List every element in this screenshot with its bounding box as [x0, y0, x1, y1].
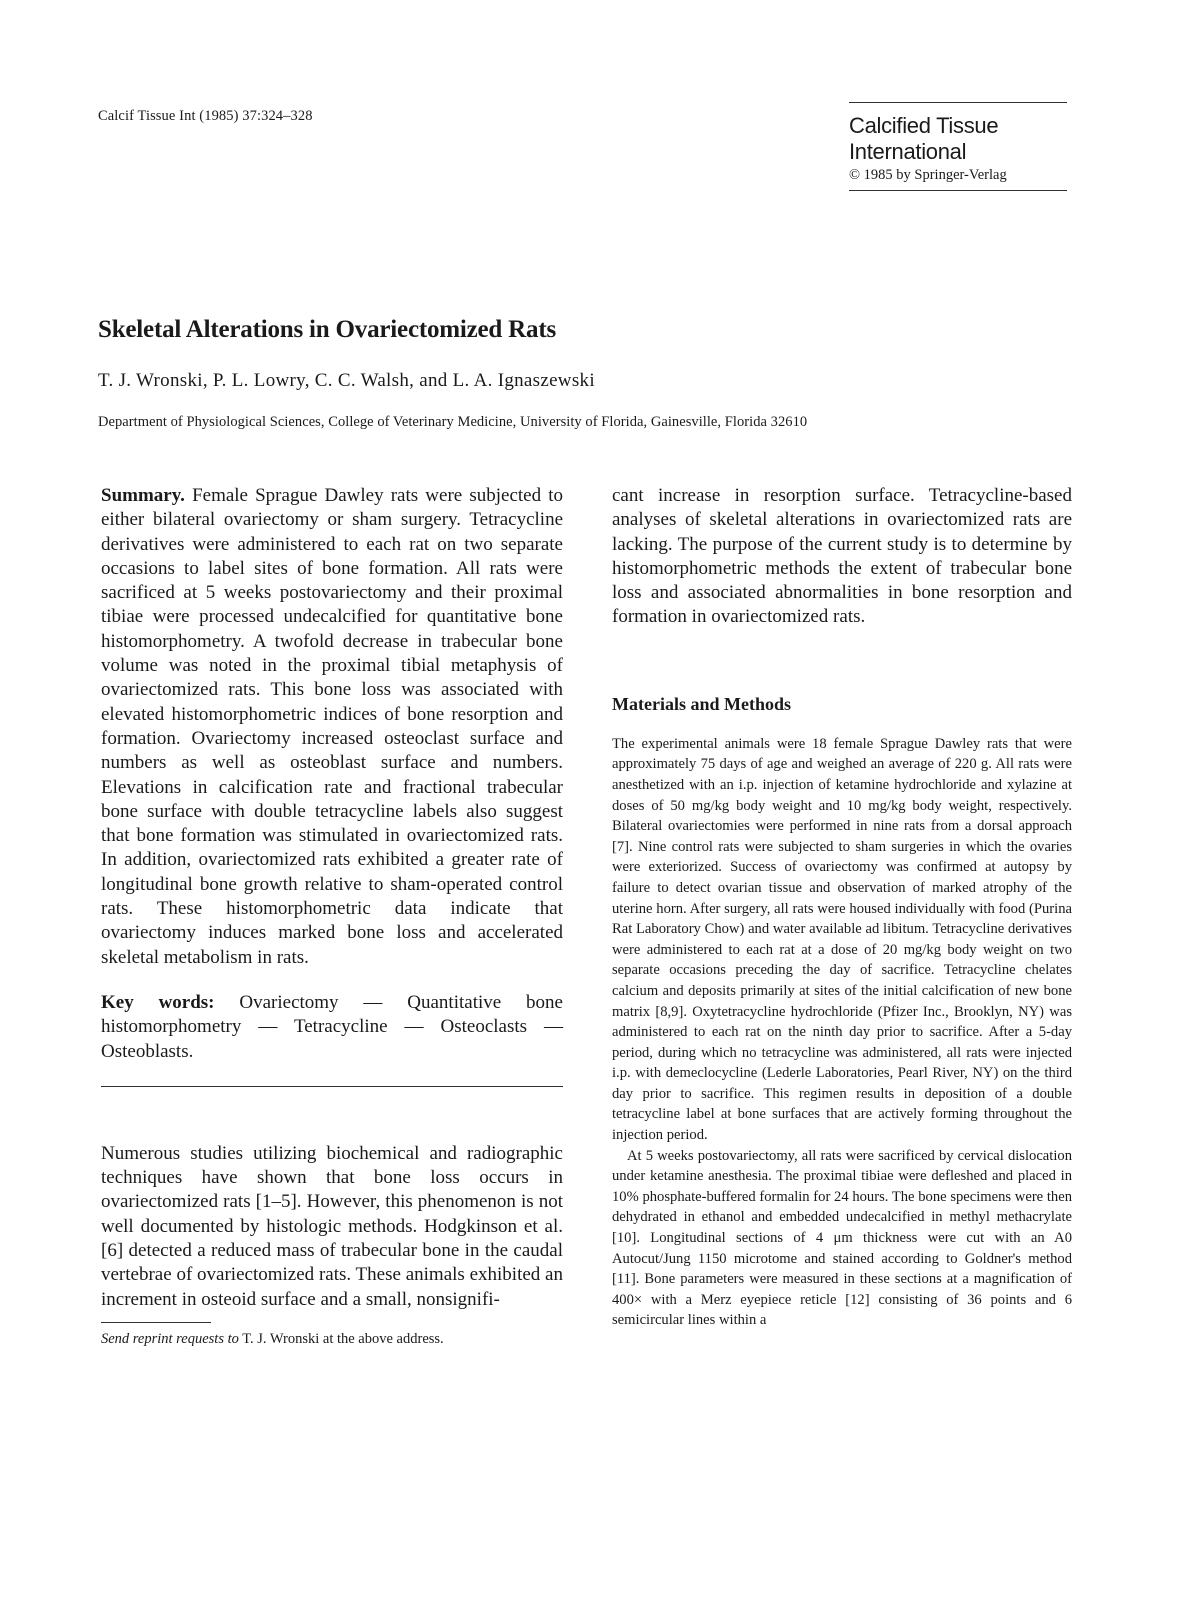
article-title: Skeletal Alterations in Ovariectomized Rats	[98, 316, 556, 343]
right-column	[612, 484, 1072, 1331]
keywords-label: Key words:	[101, 991, 215, 1013]
methods-heading: Materials and Methods	[612, 693, 791, 714]
journal-masthead	[849, 102, 1067, 191]
abstract-divider	[101, 1086, 563, 1087]
masthead-top-rule	[849, 102, 1067, 103]
methods-paragraph-1: The experimental animals were 18 female Sprague Dawley rats that were approximately 75 days of age and weighed an average of 220 g. All rats were anesthetized with an i.p. injection of ketamine hydrochloride and xylazine at doses of 50 mg/kg body weight and 10 mg/kg body weight, respectively. Bilateral ovariectomies were performed in nine rats from a dorsal approach [7]. Nine control rats were subjected to sham surgeries in which the ovaries were exteriorized. Success of ovariectomy was confirmed at autopsy by failure to detect ovarian tissue and observation of marked atrophy of the uterine horn. After surgery, all rats were housed individually with food (Purina Rat Laboratory Chow) and water available ad libitum. Tetracycline derivatives were administered to each rat at a dose of 20 mg/kg body weight on two separate occasions preceding the day of sacrifice. Tetracycline chelates calcium and deposits primarily at sites of the initial calcification of new bone matrix [8,9]. Oxytetracycline hydrochloride (Pfizer Inc., Brooklyn, NY) was administered to each rat on the ninth day prior to sacrifice. After a 5-day period, during which no tetracycline was administered, all rats were injected i.p. with demeclocycline (Lederle Laboratories, Pearl River, NY) on the third day prior to sacrifice. This regimen results in deposition of a double tetracycline label at bone surfaces that are actively forming throughout the injection period.	[612, 735, 1072, 1144]
introduction-paragraph-part2: cant increase in resorption surface. Tetracycline-based analyses of skeletal alterations in ovariectomized rats are lacking. The purpose of the current study is to determine by histomorphometric methods the extent of trabecular bone loss and associated abnormalities in bone resorption and formation in ovariectomized rats.	[612, 485, 1072, 628]
author-affiliation: Department of Physiological Sciences, College of Veterinary Medicine, University of Florida, Gainesville, Florida 32610	[98, 414, 808, 430]
methods-paragraph-2: At 5 weeks postovariectomy, all rats were sacrificed by cervical dislocation under ketamine anesthesia. The proximal tibiae were defleshed and placed in 10% phosphate-buffered formalin for 24 hours. The bone specimens were then dehydrated in ethanol and embedded undecalcified in methyl methacrylate [10]. Longitudinal sections of 4 μm thickness were cut with an A0 Autocut/Jung 1150 microtome and stained according to Goldner's method [11]. Bone parameters were measured in these sections at a magnification of 400× with a Merz eyepiece reticle [12] consisting of 36 points and 6 semicircular lines within a	[612, 1147, 1072, 1329]
keywords-text: Ovariectomy — Quantitative bone histomorphometry — Tetracycline — Osteoclasts — Osteoblasts.	[101, 991, 563, 1062]
journal-name-line1: Calcified Tissue	[849, 113, 999, 138]
journal-name-line2: International	[849, 139, 967, 164]
article-authors: T. J. Wronski, P. L. Lowry, C. C. Walsh, and L. A. Ignaszewski	[98, 370, 595, 391]
summary-text: Female Sprague Dawley rats were subjected to either bilateral ovariectomy or sham surgery. Tetracycline derivatives were administered to each rat on two separate occasions to label sites of bone formation. All rats were sacrificed at 5 weeks postovariectomy and their proximal tibiae were processed undecalcified for quantitative bone histomorphometry. A twofold decrease in trabecular bone volume was noted in the proximal tibial metaphysis of ovariectomized rats. This bone loss was associated with elevated histomorphometric indices of bone resorption and formation. Ovariectomy increased osteoclast surface and numbers as well as osteoblast surface and numbers. Elevations in calcification rate and fractional trabecular bone surface with double tetracycline labels also suggest that bone formation was stimulated in ovariectomized rats. In addition, ovariectomized rats exhibited a greater rate of longitudinal bone growth relative to sham-operated control rats. These histomorphometric data indicate that ovariectomy induces marked bone loss and accelerated skeletal metabolism in rats.	[101, 485, 563, 968]
summary-paragraph	[101, 484, 563, 970]
introduction-paragraph-part1: Numerous studies utilizing biochemical and radiographic techniques have shown that bone loss occurs in ovariectomized rats [1–5]. However, this phenomenon is not well documented by histologic methods. Hodgkinson et al. [6] detected a reduced mass of trabecular bone in the caudal vertebrae of ovariectomized rats. These animals exhibited an increment in osteoid surface and a small, nonsignifi-	[101, 1142, 563, 1310]
summary-label: Summary.	[101, 485, 185, 506]
footnote-text: T. J. Wronski at the above address.	[238, 1330, 444, 1347]
keywords-paragraph	[101, 991, 563, 1064]
masthead-bottom-rule	[849, 190, 1067, 191]
left-column	[101, 484, 563, 1348]
footnote-italic: Send reprint requests to	[101, 1330, 239, 1347]
reprint-footnote	[101, 1331, 563, 1348]
copyright-notice: © 1985 by Springer-Verlag	[849, 167, 1007, 183]
footnote-rule	[101, 1322, 211, 1323]
journal-citation: Calcif Tissue Int (1985) 37:324–328	[98, 108, 313, 124]
